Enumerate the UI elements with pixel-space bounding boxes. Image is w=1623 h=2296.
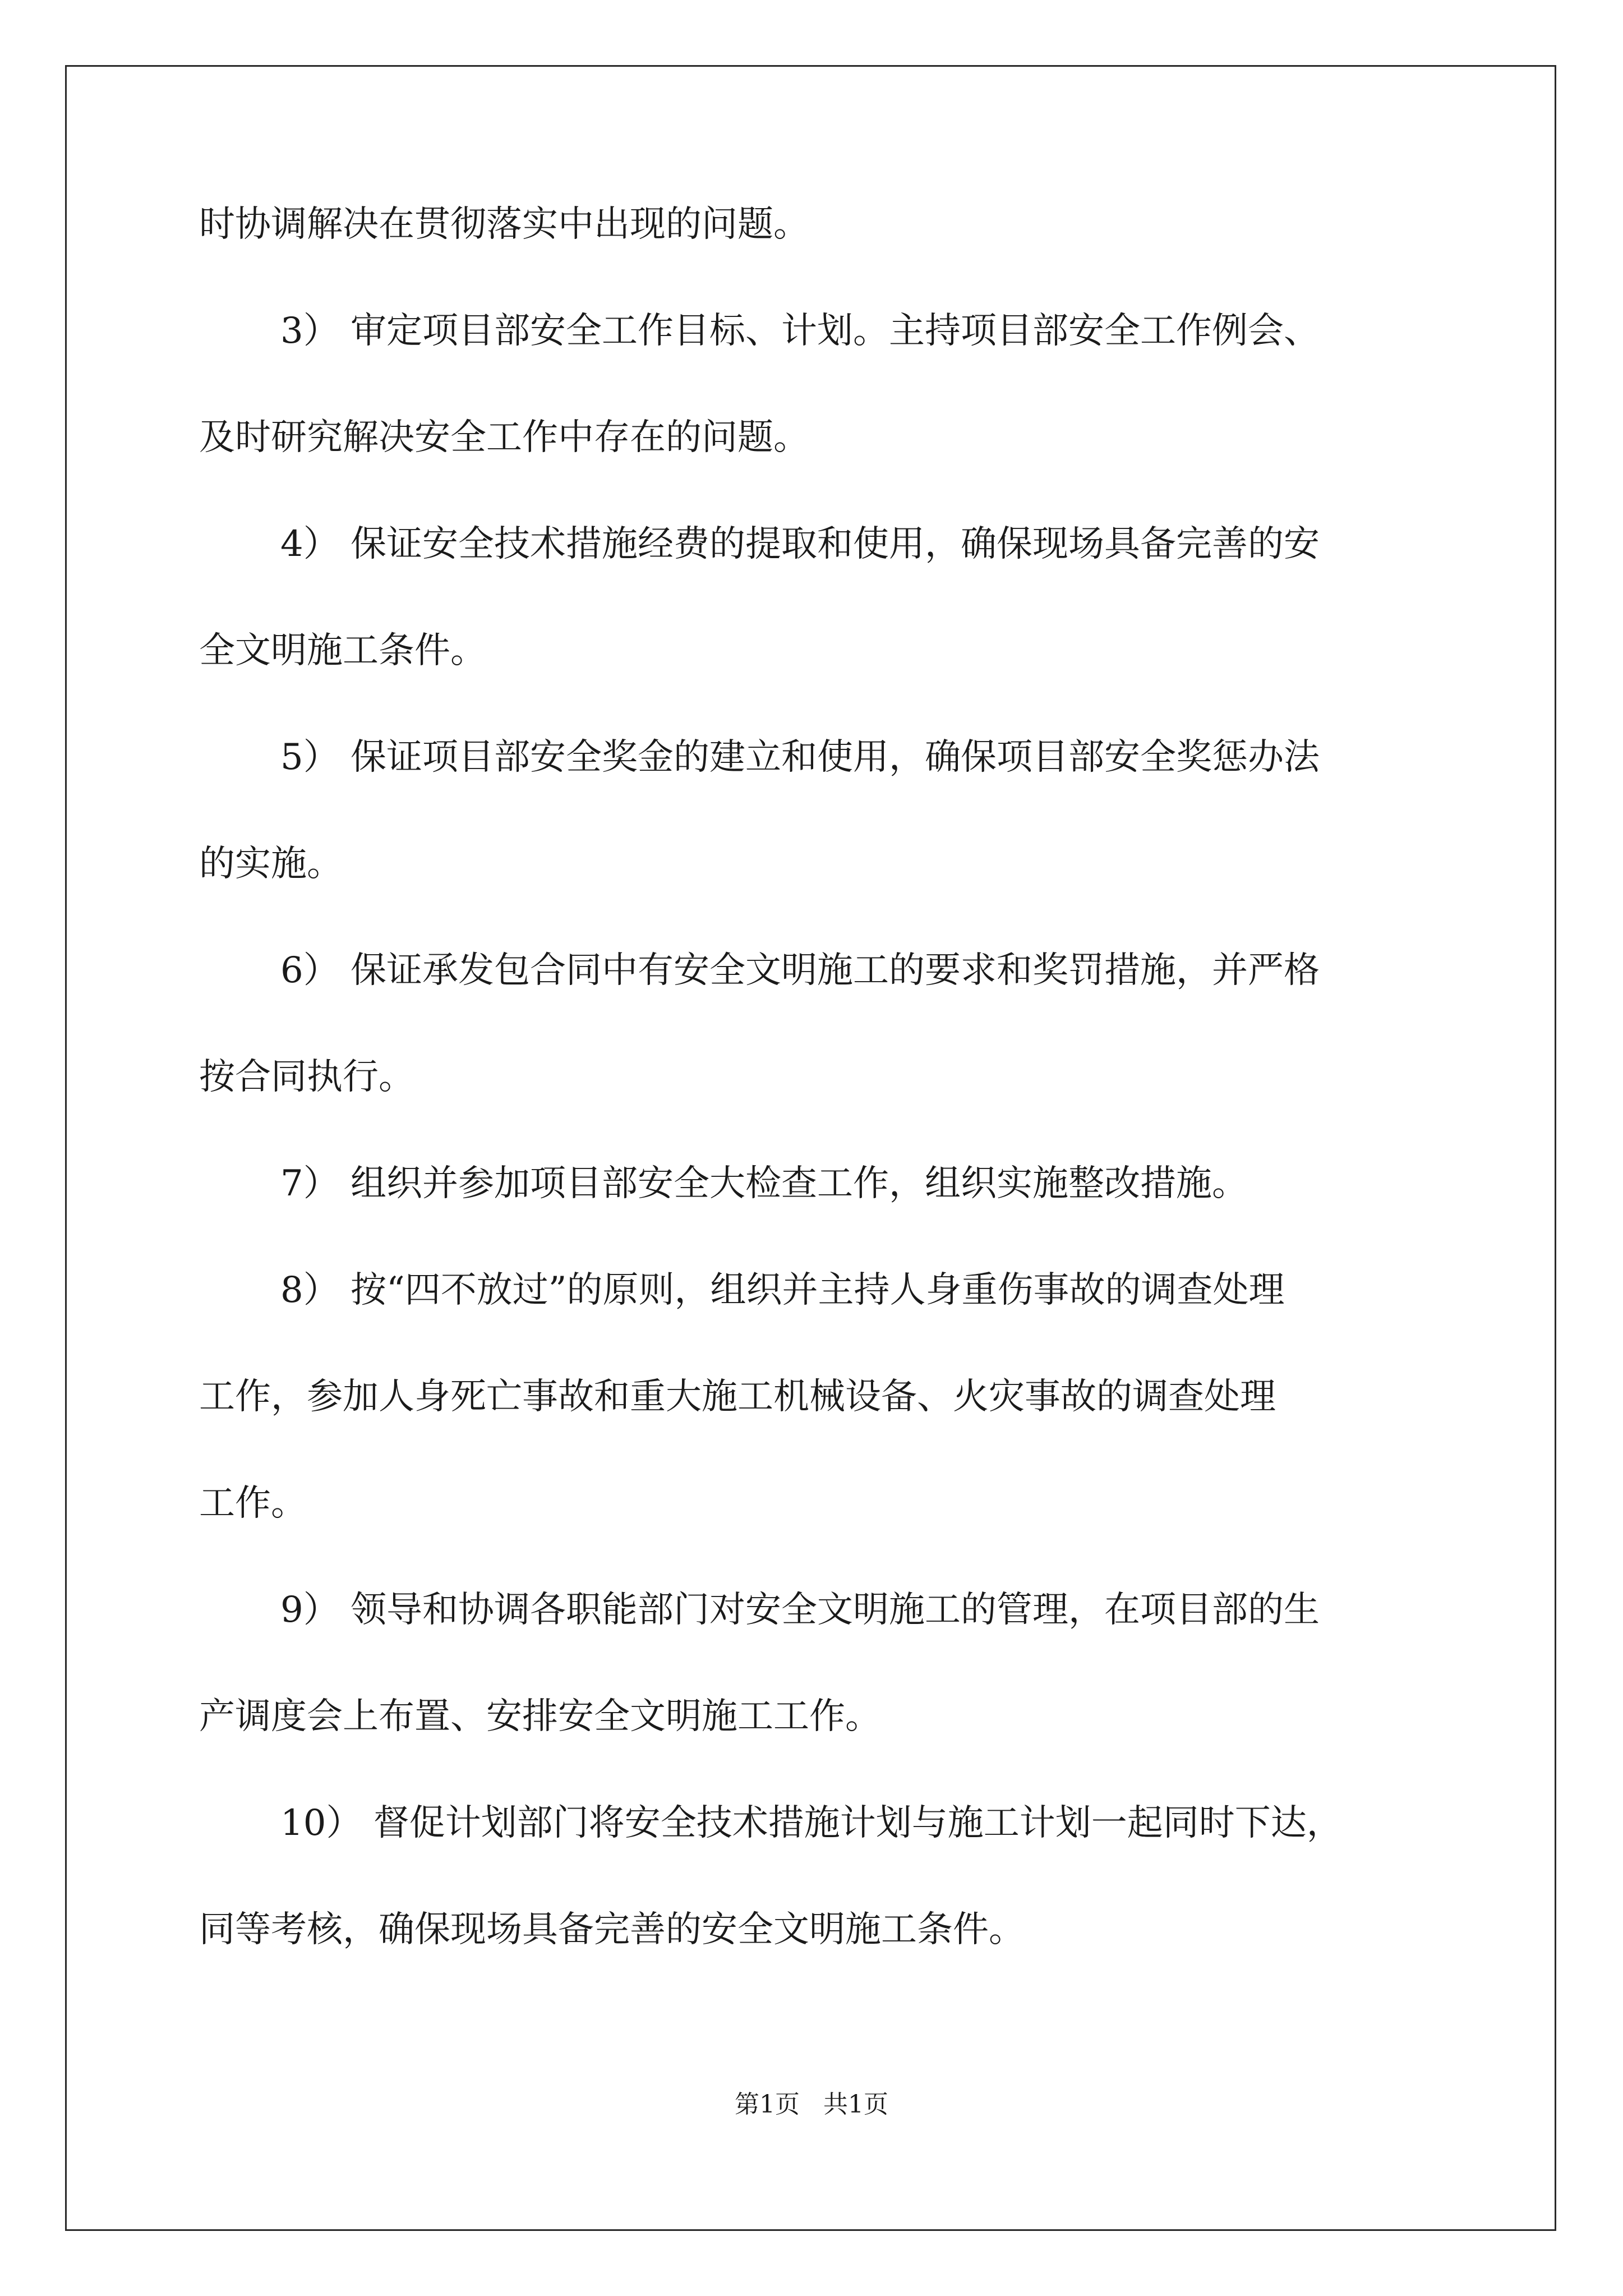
text-line: 5） 保证项目部安全奖金的建立和使用，确保项目部安全奖惩办法	[280, 737, 1320, 778]
text-line: 9） 领导和协调各职能部门对安全文明施工的管理，在项目部的生	[280, 1589, 1320, 1631]
text-line: 10） 督促计划部门将安全技术措施计划与施工计划一起同时下达，	[280, 1802, 1343, 1844]
text-line: 工作。	[199, 1483, 307, 1524]
text-line: 8） 按“四不放过”的原则，组织并主持人身重伤事故的调查处理	[280, 1269, 1285, 1311]
text-line: 时协调解决在贯彻落实中出现的问题。	[199, 204, 809, 245]
text-line: 3） 审定项目部安全工作目标、计划。主持项目部安全工作例会、	[280, 310, 1320, 352]
text-line: 4） 保证安全技术措施经费的提取和使用，确保现场具备完善的安	[280, 523, 1320, 565]
text-line: 工作，参加人身死亡事故和重大施工机械设备、火灾事故的调查处理	[199, 1376, 1276, 1418]
text-line: 全文明施工条件。	[199, 630, 486, 671]
page-footer: 第1页 共1页	[735, 2090, 888, 2119]
text-line: 的实施。	[199, 843, 343, 885]
text-line: 产调度会上布置、安排安全文明施工工作。	[199, 1696, 881, 1737]
text-line: 7） 组织并参加项目部安全大检查工作，组织实施整改措施。	[280, 1163, 1248, 1204]
text-line: 同等考核，确保现场具备完善的安全文明施工条件。	[199, 1909, 1025, 1950]
text-line: 按合同执行。	[199, 1056, 414, 1098]
text-line: 及时研究解决安全工作中存在的问题。	[199, 417, 809, 458]
text-line: 6） 保证承发包合同中有安全文明施工的要求和奖罚措施，并严格	[280, 950, 1320, 991]
